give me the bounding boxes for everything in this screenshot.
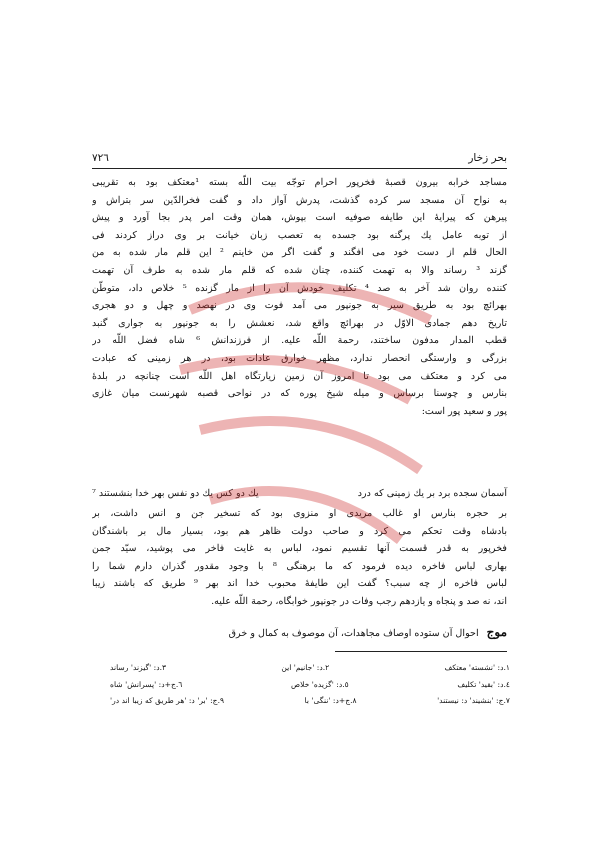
footnote: ٥.د: 'گزیده' خلاص [290, 679, 349, 689]
body-line: می کرد و معتکف می بود تا امروز آن زمین زیارتگاه اهل اللّه است چنانچه در بلدهٔ [92, 370, 507, 382]
header-rule [92, 168, 507, 169]
running-title: بحر زخار [468, 152, 507, 164]
body-line: بنارس و چوسنا برساس و میله شیخ پوره که در نواحی قصبه شهرنست میان غازی [92, 388, 507, 400]
footnote: ٧.ج: 'بنشیند' د: نیستند' [437, 696, 510, 705]
body-line: بزرگی و وارستگی انحصار ندارد، مظهر خوارق عادات بود، در هر زمینی که عبادت [92, 352, 507, 364]
body-line: پور و سعید پور است: [421, 405, 507, 417]
body-line: از توبه عامل یك پرگنه بود جسده به تعصب زبان خیانت بر وی دراز کردند فی [92, 229, 507, 241]
body-line: بهاری لباس فاخره دیده فرمود که ما برهنگی ⁸ با وجود مقدور گذران دارم شما را [92, 560, 507, 572]
body-line: قطب المدار مدفون ساختند، رحمة اللّه علیه. از فرزندانش ⁶ شاه فضل اللّه در [92, 335, 507, 347]
footnote: ٩.ج: 'بر' د: 'هر طریق که زیبا اند در' [110, 696, 225, 705]
body-line: لباس فاخره از چه سبب؟ گفت این طایفهٔ محبوب خدا اند بهر ⁹ طریق که باشند زیبا [92, 578, 507, 590]
footnotes [110, 660, 510, 710]
body-line: فخرپور به قدر قسمت آنها تقسیم نمود، لباس به غایت فاخر می پوشید، سیّد جمن [92, 543, 507, 555]
body-text-continued [92, 505, 507, 611]
body-line: تاریخ دهم جمادی الاوّل در بهرائچ واقع شد، نعشش را به جونپور به جواری گنبد [92, 317, 507, 329]
verse-couplet [92, 488, 507, 499]
body-text [92, 174, 507, 420]
verse-hemistich-right: آسمان سجده برد بر یك زمینی که درد [357, 488, 507, 499]
footnote-rule [335, 651, 507, 652]
footnote: ٣.د: 'گیزند' رساند [110, 663, 167, 672]
footnote: ٨.ج+د: 'ننگی' با [304, 696, 357, 705]
footnote: ٤.د: 'بقید' تکلیف [457, 679, 510, 689]
footnote: ٢.د: 'جانیم' این [281, 663, 330, 672]
body-line: به نواح آن مسجد سر کرده گذشت، پدرش آواز داد و گفت فخرالدّین سر بتراش و [92, 194, 507, 206]
entry-text: احوال آن ستوده اوصاف مجاهدات، آن موصوف به کمال و خرق [228, 628, 479, 639]
footnote: ٦.ج+د: 'پسرانش' شاه [110, 679, 183, 689]
footnote-row [110, 693, 510, 710]
page-number: ۷۲٦ [92, 152, 109, 164]
page-header [92, 152, 507, 164]
next-entry [92, 625, 507, 639]
body-line: بر حجره بنارس او غالب مریدی او منزوی بود که تسخیر جن و انس داشت، بر [92, 508, 507, 519]
entry-keyword: موج [486, 625, 507, 639]
verse-hemistich-left: یك دو کس یك دو نفس بهر خدا بنشستند ⁷ [92, 488, 259, 499]
body-line: اند، نه صد و پنجاه و یازدهم رجب وفات در جونپور خوابگاه، رحمة اللّه علیه. [211, 595, 507, 607]
body-line: مساجد خرابه بیرون قصبهٔ فخرپور احرام توجّه بیت اللّه بسته ¹معتکف بود به تقریبی [92, 177, 507, 188]
body-line: بادشاه وقت تحکم می کرد و صاحب دولت ظاهر هم بود، بسیار مال بر باشندگان [92, 525, 507, 537]
footnote-row [110, 677, 510, 694]
body-line: بهرائچ بود به طریق سیر به جونپور می آمد فوت وی در نهصد و چهل و دو هجری [92, 300, 507, 312]
body-line: الحال قلم از دست خود می افگند و گفت اگر من خاینم ² این قلم مار شده به من [92, 247, 507, 259]
footnote-row [110, 660, 510, 677]
footnote: ١.د: 'نشسته' معتکف [444, 663, 510, 672]
body-line: گزند ³ رساند والا به تهمت کننده، چنان شده که قلم مار شده به طرف آن تهمت [92, 264, 507, 276]
body-line: کننده روان شد آخر به صد ⁴ تکلیف خودش آن را از مار گزنده ⁵ خلاص داد، متوطّن [92, 282, 507, 294]
body-line: پیرهن که پیرایهٔ این طایفه صوفیه است بپوش، همان وقت امر پدر بجا آورد و پیش [92, 212, 507, 224]
